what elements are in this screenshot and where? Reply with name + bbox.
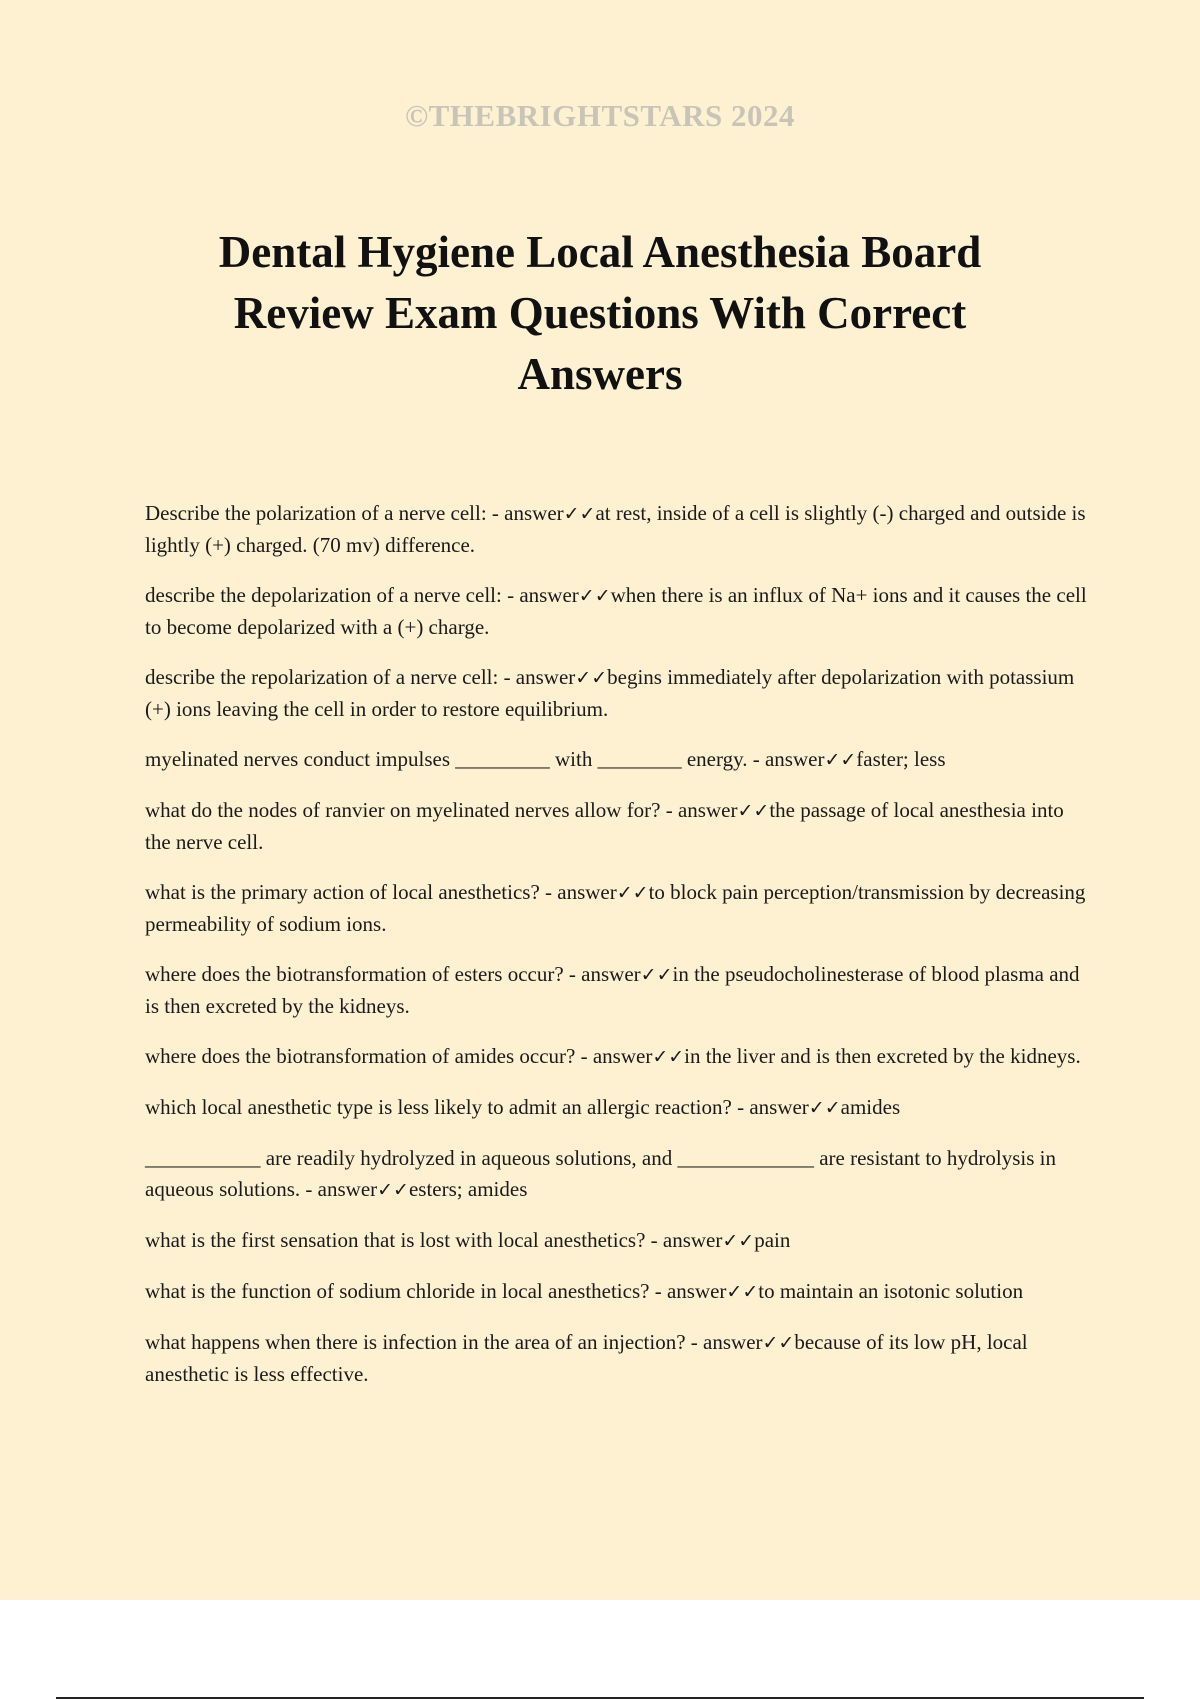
check-mark-icon: ✓✓ [640,964,673,986]
check-mark-icon: ✓✓ [652,1046,685,1068]
answer-text: faster; less [856,747,946,771]
answer-text: when there is an influx of Na+ ions and it causes the cell to become depolarized with a (+) charge. [145,583,1087,639]
check-mark-icon: ✓✓ [575,667,608,689]
question-text: where does the biotransformation of esters occur? - answer [145,962,641,986]
qa-item [145,1041,1090,1073]
check-mark-icon: ✓✓ [824,749,857,771]
check-mark-icon: ✓✓ [563,503,596,525]
qa-item [145,1327,1090,1390]
answer-text: in the liver and is then excreted by the kidneys. [684,1044,1081,1068]
copyright-watermark: ©THEBRIGHTSTARS 2024 [404,98,796,133]
answer-text: because of its low pH, local anesthetic is less effective. [145,1330,1028,1386]
qa-item [145,877,1090,940]
qa-list [145,498,1090,1409]
qa-item [145,744,1090,776]
answer-text: the passage of local anesthesia into the nerve cell. [145,798,1064,854]
qa-item [145,580,1090,643]
question-text: what is the function of sodium chloride in local anesthetics? - answer [145,1279,727,1303]
question-text: where does the biotransformation of amides occur? - answer [145,1044,653,1068]
qa-item [145,1225,1090,1257]
check-mark-icon: ✓✓ [377,1179,409,1201]
question-text: what is the primary action of local anesthetics? - answer [145,880,617,904]
question-text: what is the first sensation that is lost with local anesthetics? - answer [145,1228,723,1252]
answer-text: pain [754,1228,791,1252]
answer-text: begins immediately after depolarization with potassium (+) ions leaving the cell in order to restore equilibrium. [145,665,1075,721]
question-text: what do the nodes of ranvier on myelinated nerves allow for? - answer [145,798,738,822]
check-mark-icon: ✓✓ [722,1230,755,1252]
check-mark-icon: ✓✓ [726,1281,759,1303]
question-text: what happens when there is infection in the area of an injection? - answer [145,1330,763,1354]
qa-item [145,1092,1090,1124]
check-mark-icon: ✓✓ [808,1097,841,1119]
qa-item [145,1143,1090,1206]
qa-item [145,498,1090,561]
question-text: describe the depolarization of a nerve cell: - answer [145,583,579,607]
check-mark-icon: ✓✓ [737,800,770,822]
qa-item [145,662,1090,725]
footer-divider [56,1697,1144,1699]
question-text: describe the repolarization of a nerve cell: - answer [145,665,576,689]
qa-item [145,795,1090,858]
check-mark-icon: ✓✓ [578,585,611,607]
answer-text: esters; amides [408,1177,528,1201]
document-title: Dental Hygiene Local Anesthesia Board Review Exam Questions With Correct Answers [218,227,982,399]
qa-item [145,1276,1090,1308]
answer-text: to block pain perception/transmission by decreasing permeability of sodium ions. [145,880,1086,936]
answer-text: at rest, inside of a cell is slightly (-) charged and outside is lightly (+) charged. (70 mv) difference. [145,501,1086,557]
answer-text: to maintain an isotonic solution [758,1279,1024,1303]
qa-item [145,959,1090,1022]
answer-text: in the pseudocholinesterase of blood plasma and is then excreted by the kidneys. [145,962,1080,1018]
check-mark-icon: ✓✓ [616,882,649,904]
question-text: ___________ are readily hydrolyzed in aqueous solutions, and _____________ are resistant to hydrolysis in aqueous solutions. - answer [145,1146,1057,1201]
question-text: which local anesthetic type is less likely to admit an allergic reaction? - answer [145,1095,809,1119]
question-text: Describe the polarization of a nerve cell: - answer [145,501,564,525]
check-mark-icon: ✓✓ [762,1332,795,1354]
answer-text: amides [840,1095,901,1119]
question-text: myelinated nerves conduct impulses _________ with ________ energy. - answer [145,747,825,771]
